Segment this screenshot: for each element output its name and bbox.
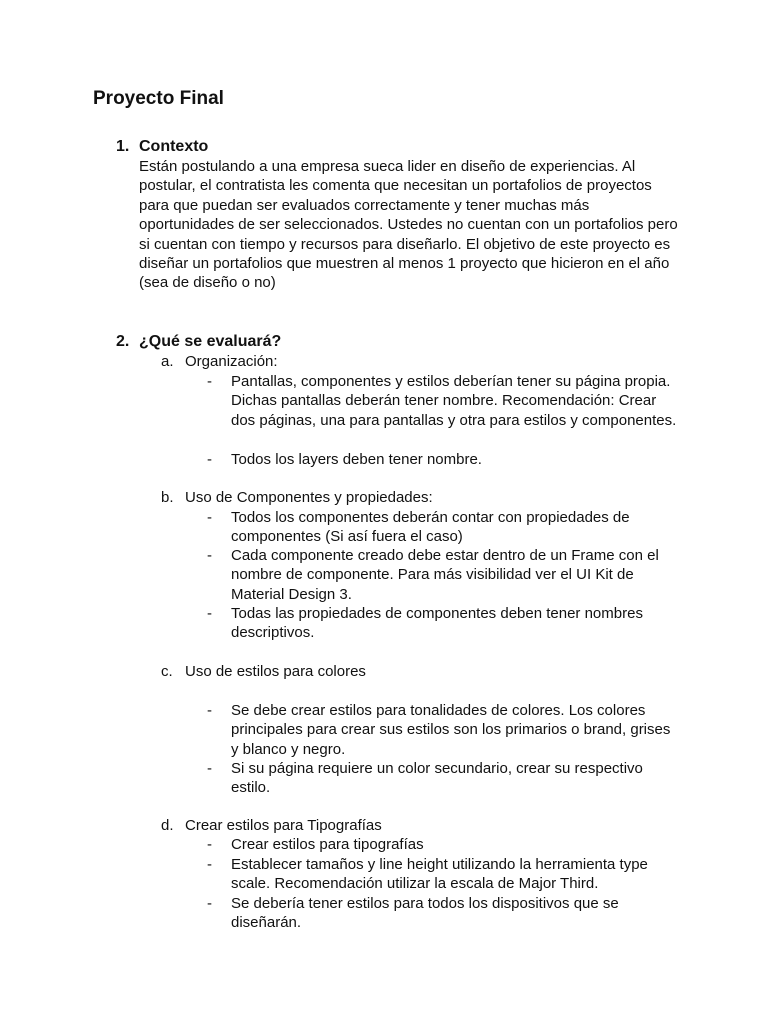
context-paragraph: Están postulando a una empresa sueca lider en diseño de experiencias. Al postular, el contratista les comenta que necesitan un portafolios de proyectos para que puedan ser evaluados correctamente y tener muchas más oportunidades de ser seleccionados. Ustedes no cuentan con un portafolios pero si cuentan con tiempo y recursos para diseñarlo. El objetivo de este proyecto es diseñar un portafolios que muestren al menos 1 proyecto que hicieron en el año (sea de diseño o no) [139, 158, 678, 292]
bullet-text: Todos los layers deben tener nombre. [231, 451, 482, 468]
bullet-dash: - [207, 760, 212, 777]
bullet-dash: - [207, 547, 212, 564]
bullet-text: Establecer tamaños y line height utilizando la herramienta type scale. Recomendación utilizar la escala de Major Third. [231, 856, 648, 893]
sub-item-label: Uso de estilos para colores [185, 663, 366, 680]
section-number: 1. [116, 138, 130, 155]
sub-item-letter: b. [161, 489, 174, 506]
bullet-dash: - [207, 373, 212, 390]
bullet-text: Crear estilos para tipografías [231, 836, 424, 853]
bullet-dash: - [207, 702, 212, 719]
bullet-dash: - [207, 509, 212, 526]
section-number: 2. [116, 333, 130, 350]
bullet-dash: - [207, 836, 212, 853]
sub-item-label: Crear estilos para Tipografías [185, 817, 382, 834]
bullet-text: Cada componente creado debe estar dentro de un Frame con el nombre de componente. Para más visibilidad ver el UI Kit de Material Design 3. [231, 547, 659, 603]
sub-item-label: Uso de Componentes y propiedades: [185, 489, 433, 506]
sub-item-label: Organización: [185, 353, 278, 370]
bullet-dash: - [207, 451, 212, 468]
document-title: Proyecto Final [93, 88, 224, 109]
sub-item-letter: a. [161, 353, 174, 370]
bullet-text: Pantallas, componentes y estilos deberían tener su página propia. Dichas pantallas deberán tener nombre. Recomendación: Crear dos páginas, una para pantallas y otra para estilos y componentes. [231, 373, 677, 429]
bullet-dash: - [207, 895, 212, 912]
bullet-text: Todos los componentes deberán contar con propiedades de componentes (Si así fuera el caso) [231, 509, 630, 546]
section-title: ¿Qué se evaluará? [139, 333, 282, 350]
bullet-text: Se debe crear estilos para tonalidades de colores. Los colores principales para crear sus estilos son los primarios o brand, grises y blanco y negro. [231, 702, 671, 758]
sub-item-letter: d. [161, 817, 174, 834]
bullet-text: Todas las propiedades de componentes deben tener nombres descriptivos. [231, 605, 643, 642]
sub-item-letter: c. [161, 663, 173, 680]
bullet-dash: - [207, 856, 212, 873]
bullet-dash: - [207, 605, 212, 622]
bullet-text: Se debería tener estilos para todos los dispositivos que se diseñarán. [231, 895, 619, 932]
section-title: Contexto [139, 138, 209, 155]
bullet-text: Si su página requiere un color secundario, crear su respectivo estilo. [231, 760, 643, 797]
